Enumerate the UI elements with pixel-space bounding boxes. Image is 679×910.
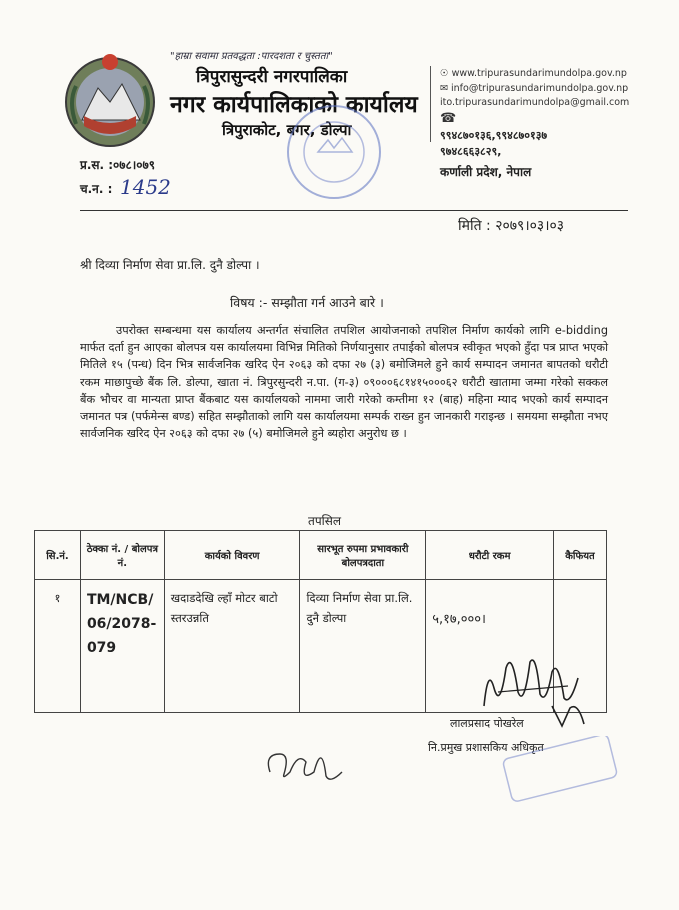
body-paragraph: उपरोक्त सम्बन्धमा यस कार्यालय अन्तर्गत संचालित तपशिल आयोजनाको तपशिल निर्माण कार्यको लागि e-bidding मार्फत दर्ता हुन आएका बोलपत्र यस कार्यालयमा विभिन्न मितिको निर्णयानुसार तपाईको बोलपत्र स्वीकृत भएको हुँदा पत्र प्राप्त भएको मितिले १५ (पन्ध) दिन भित्र सार्वजनिक खरिद ऐन २०६३ को दफा २७ (३) बमोजिमले हुने कार्य सम्पादन जमानत बापतको धरौटी रकम माछापुच्छे बैंक लि. डोल्पा, खाता नं. त्रिपुरसुन्दरी न.पा. (ग-३) ०९०००६८१४१५०००६२ धरौटी खातामा जम्मा गरेको सक्कल बैंक भौचर वा मान्यता प्राप्त बैंकबाट यस कार्यालयको नाममा जारी गरेको कम्तीमा १२ (बाह) महिना म्याद भएको कार्य सम्पादन जमानत पत्र (पर्फमेन्स बण्ड) सहित सम्झौताको लागि यस कार्यालयमा सम्पर्क राख्न हुन जानकारी गराइन्छ । समयमा सम्झौता नभए सार्वजनिक खरिद ऐन २०६३ को दफा २७ (५) बमोजिमले हुने ब्यहोरा अनुरोध छ । xyxy=(80,324,608,441)
office-location: त्रिपुराकोट, बगर, डोल्पा xyxy=(222,121,352,139)
reference-number: प्र.स. :०७८।०७९ xyxy=(80,158,156,172)
nepal-emblem-icon xyxy=(62,50,158,150)
recipient: श्री दिव्या निर्माण सेवा प्रा.लि. दुनै डोल्पा । xyxy=(80,258,260,272)
letter-date: मिति : २०७९।०३।०३ xyxy=(458,218,565,234)
handwritten-initials-icon xyxy=(260,732,350,788)
globe-icon: ☉ xyxy=(440,68,449,79)
signatory-designation: नि.प्रमुख प्रशासकिय अधिकृत xyxy=(428,741,544,754)
office-name: नगर कार्यपालिकाको कार्यालय xyxy=(170,92,418,118)
cell-amount: ५,१७,०००। xyxy=(426,580,554,713)
cell-work: खदाडदेखि ल्हाँ मोटर बाटो स्तरउन्नति xyxy=(164,580,300,713)
dispatch-label: च.न. : xyxy=(80,182,113,196)
letterhead-motto: "हाम्रा सवामा प्रतवद्धता :पारदशता र चुस्तता" xyxy=(170,51,333,62)
signatory-name: लालप्रसाद पोखरेल xyxy=(450,717,524,730)
municipality-name: त्रिपुरासुन्दरी नगरपालिका xyxy=(196,67,348,87)
col-header-remarks: कैफियत xyxy=(554,531,607,580)
col-header-amount: धरौटी रकम xyxy=(426,531,554,580)
table-header-row xyxy=(35,531,607,580)
email-text-1: info@tripurasundarimundolpa.gov.np xyxy=(451,83,629,94)
website-text: www.tripurasundarimundolpa.gov.np xyxy=(451,68,627,79)
phone-numbers-2: ९७४८६६३८२९, xyxy=(440,145,502,158)
col-header-sn: सि.नं. xyxy=(35,531,81,580)
email-text-2: ito.tripurasundarimundolpa@gmail.com xyxy=(440,97,630,108)
phone-icon: ☎ xyxy=(440,111,457,126)
header-rule xyxy=(80,210,628,211)
province-text: कर्णाली प्रदेश, नेपाल xyxy=(440,165,532,179)
col-header-bidder: सारभूत रुपमा प्रभावकारी बोलपत्रदाता xyxy=(300,531,426,580)
col-header-work: कार्यको विवरण xyxy=(164,531,300,580)
table-caption: तपसिल xyxy=(308,514,342,528)
cell-sn: १ xyxy=(35,580,81,713)
envelope-icon: ✉ xyxy=(440,83,448,94)
website-row xyxy=(440,68,627,79)
col-header-contract: ठेक्का नं. / बोलपत्र नं. xyxy=(80,531,164,580)
cell-bidder: दिव्या निर्माण सेवा प्रा.लि. दुनै डोल्पा xyxy=(300,580,426,713)
designation-stamp-icon xyxy=(500,736,620,806)
cell-contract: TM/NCB/06/2078-079 xyxy=(80,580,164,713)
signature-mark-icon xyxy=(548,700,588,730)
header-divider xyxy=(430,66,431,142)
phone-numbers-1: ९९४८७०१३६,९९४८७०१३७ xyxy=(440,129,548,142)
subject-line: विषय :- सम्झौता गर्न आउने बारे । xyxy=(230,295,384,310)
office-stamp-icon xyxy=(282,100,386,204)
email-row xyxy=(440,83,628,94)
dispatch-number-handwritten: 1452 xyxy=(120,175,171,199)
